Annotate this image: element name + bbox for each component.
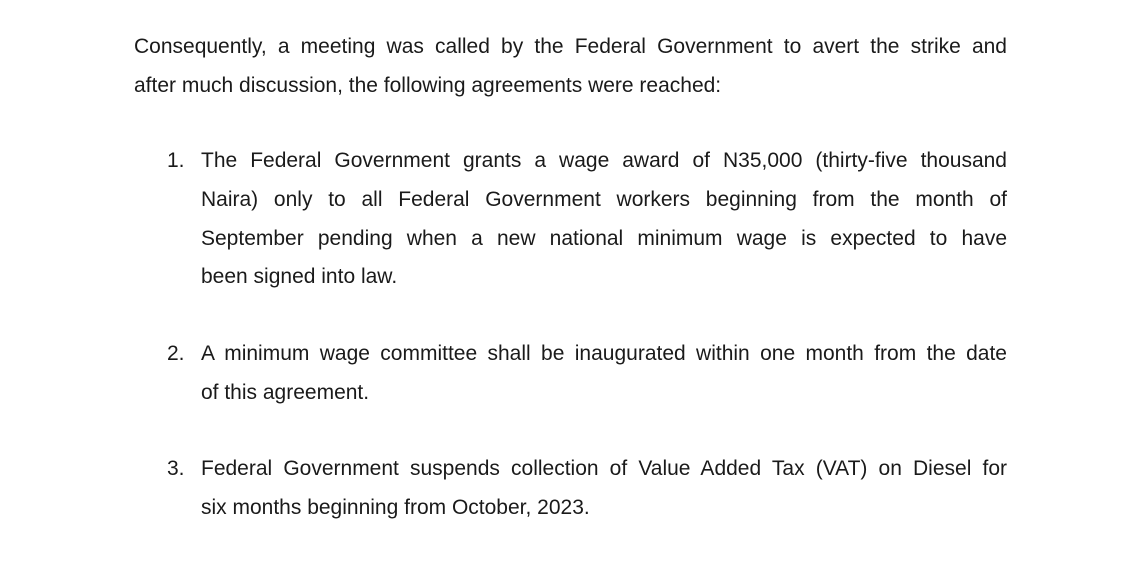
agreement-number: 2. (167, 342, 185, 365)
agreement-line: A minimum wage committee shall be inaugurated within one month from the date (201, 342, 1007, 365)
agreement-line: six months beginning from October, 2023. (201, 495, 590, 519)
agreement-line: been signed into law. (201, 265, 398, 289)
agreement-text (201, 142, 1007, 297)
agreement-line: Naira) only to all Federal Government workers beginning from the month of (201, 187, 1007, 211)
agreement-line: of this agreement. (201, 380, 370, 404)
intro-paragraph (134, 28, 1007, 105)
intro-line: after much discussion, the following agreements were reached: (134, 73, 722, 97)
agreement-number: 1. (167, 149, 185, 172)
agreement-text (201, 450, 1007, 528)
agreement-line: September pending when a new national minimum wage is expected to have (201, 226, 1007, 250)
agreement-line: Federal Government suspends collection of Value Added Tax (VAT) on Diesel for (201, 457, 1007, 480)
agreement-text (201, 335, 1007, 413)
intro-line: Consequently, a meeting was called by the Federal Government to avert the strike and (134, 35, 1007, 58)
document-page (134, 28, 1007, 519)
agreement-number: 3. (167, 457, 185, 480)
agreement-line: The Federal Government grants a wage award of N35,000 (thirty-five thousand (201, 149, 1007, 172)
